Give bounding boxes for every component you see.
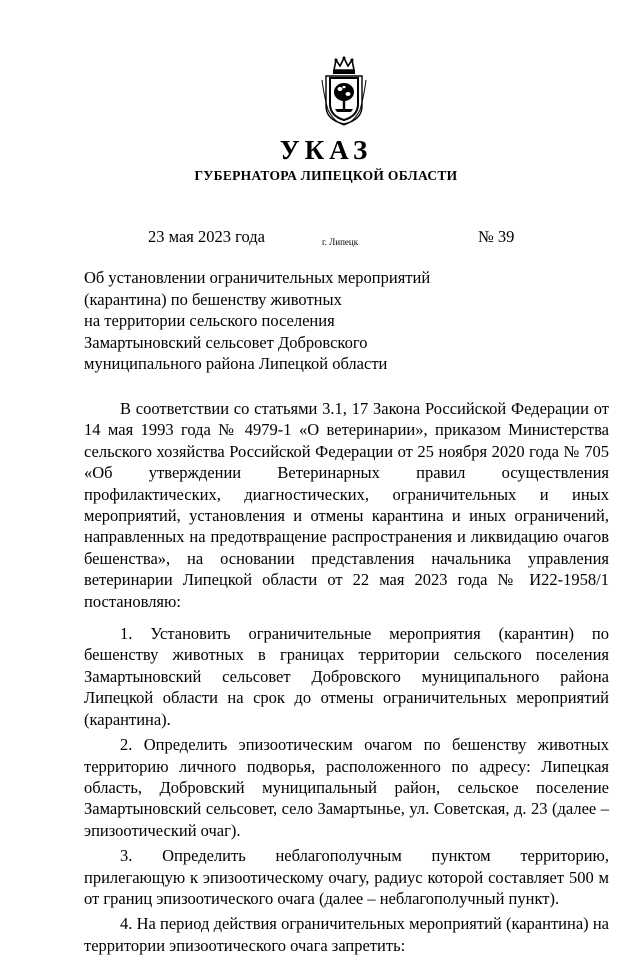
subject-line: Замартыновский сельсовет Добровского	[84, 332, 368, 352]
decree-item-2: 2. Определить эпизоотическим очагом по бешенству животных территорию личного подворья, расположенного по адресу: Липецкая область, Добровский муниципальный район, сельское поселение Замартыновский сельсовет, село Замартынье, ул. Советская, д. 23 (далее – эпизоотический очаг).	[84, 735, 609, 840]
document-issuer: ГУБЕРНАТОРА ЛИПЕЦКОЙ ОБЛАСТИ	[194, 168, 458, 183]
subject-line: (карантина) по бешенству животных	[84, 289, 342, 309]
decree-date: 23 мая 2023 года	[148, 227, 265, 246]
decree-item-4: 4. На период действия ограничительных мероприятий (карантина) на территории эпизоотического очага запретить:	[84, 914, 609, 955]
preamble-paragraph: В соответствии со статьями 3.1, 17 Закона Российской Федерации от 14 мая 1993 года № 4979-1 «О ветеринарии», приказом Министерства сельского хозяйства Российской Федерации от 25 ноября 2020 года № 705 «Об утверждении Ветеринарных правил осуществления профилактических, диагностических, ограничительных и иных мероприятий, установления и отмены карантина и иных ограничений, направленных на предотвращение распространения и ликвидацию очагов бешенства», на основании представления начальника управления ветеринарии Липецкой области от 22 мая 2023 года № И22-1958/1 постановляю:	[84, 399, 609, 611]
subject-line: на территории сельского поселения	[84, 311, 335, 330]
coat-of-arms-icon	[320, 56, 368, 126]
subject-line: Об установлении ограничительных мероприятий	[84, 268, 431, 287]
document-title: УКАЗ	[279, 135, 373, 165]
decree-item-1: 1. Установить ограничительные мероприятия (карантин) по бешенству животных в границах территории сельского поселения Замартыновский сельсовет Добровского муниципального района Липецкой области на срок до отмены ограничительных мероприятий (карантина).	[84, 624, 609, 729]
decree-place: г. Липецк	[322, 237, 359, 247]
decree-number: № 39	[478, 227, 515, 246]
decree-item-3: 3. Определить неблагополучным пунктом территорию, прилегающую к эпизоотическому очагу, радиус которой составляет 500 м от границ эпизоотического очага (далее – неблагополучный пункт).	[84, 846, 609, 908]
decree-body	[84, 398, 609, 960]
subject-line: муниципального района Липецкой области	[84, 354, 388, 373]
decree-subject	[84, 267, 431, 375]
